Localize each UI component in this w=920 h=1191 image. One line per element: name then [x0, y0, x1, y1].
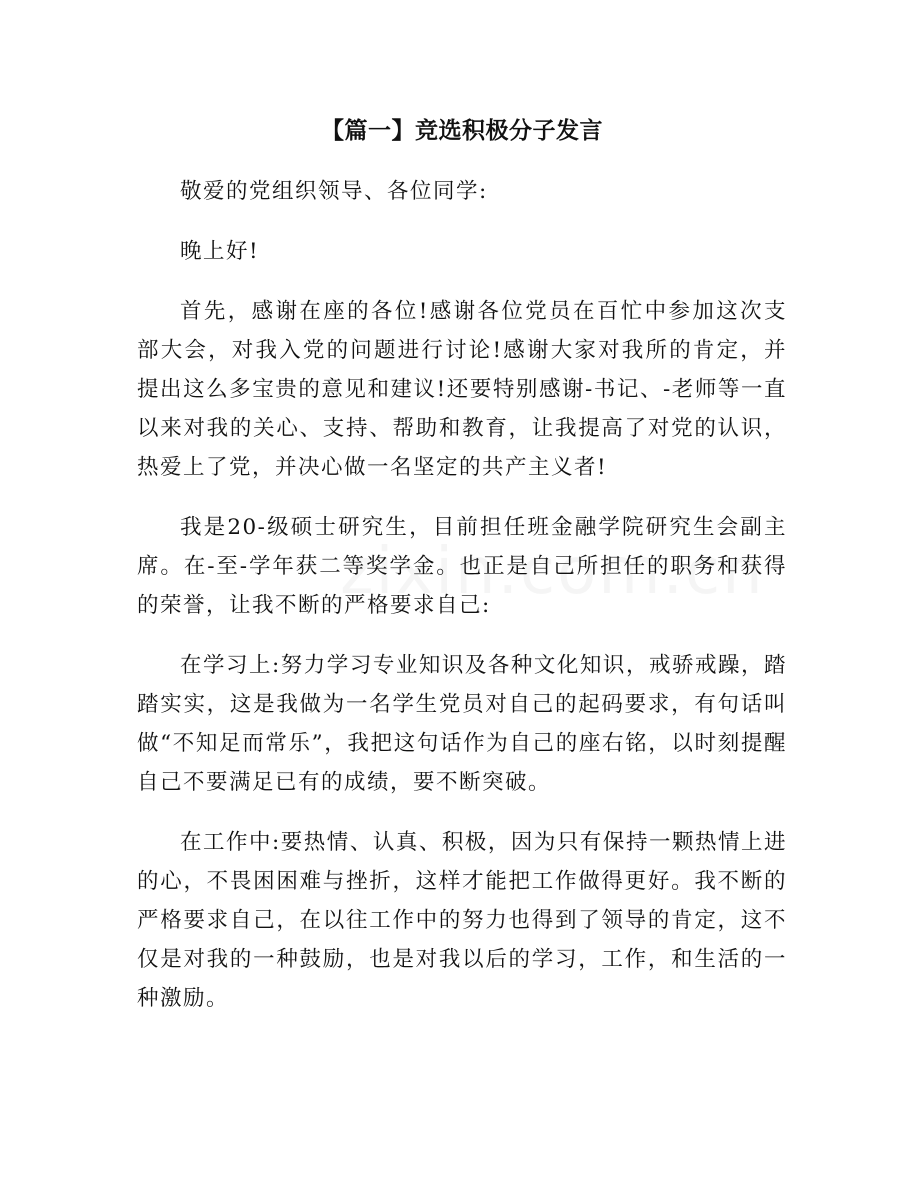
paragraph-greeting: 敬爱的党组织领导、各位同学:	[180, 179, 488, 204]
paragraph-study: 在学习上:努力学习专业知识及各种文化知识，戒骄戒躁，踏踏实实，这是我做为一名学生党员对自己的起码要求，有句话叫做“不知足而常乐”，我把这句话作为自己的座右铭，以时刻提醒自己不要满足已有的成绩，要不断突破。	[137, 653, 787, 795]
paragraph-intro: 我是20-级硕士研究生，目前担任班金融学院研究生会副主席。在-至-学年获二等奖学金。也正是自己所担任的职务和获得的荣誉，让我不断的严格要求自己:	[137, 515, 787, 618]
paragraph-work: 在工作中:要热情、认真、积极，因为只有保持一颗热情上进的心，不畏困困难与挫折，这样才能把工作做得更好。我不断的严格要求自己，在以往工作中的努力也得到了领导的肯定，这不仅是对我的一种鼓励，也是对我以后的学习，工作，和生活的一种激励。	[137, 830, 787, 1011]
page-title: 【篇一】竞选积极分子发言	[321, 118, 603, 144]
paragraph-evening: 晚上好!	[180, 239, 260, 264]
paragraph-thanks: 首先，感谢在座的各位!感谢各位党员在百忙中参加这次支部大会，对我入党的问题进行讨论!感谢大家对我所的肯定，并提出这么多宝贵的意见和建议!还要特别感谢-书记、-老师等一直以来对我的关心、支持、帮助和教育，让我提高了对党的认识，热爱上了党，并决心做一名坚定的共产主义者!	[137, 299, 787, 480]
